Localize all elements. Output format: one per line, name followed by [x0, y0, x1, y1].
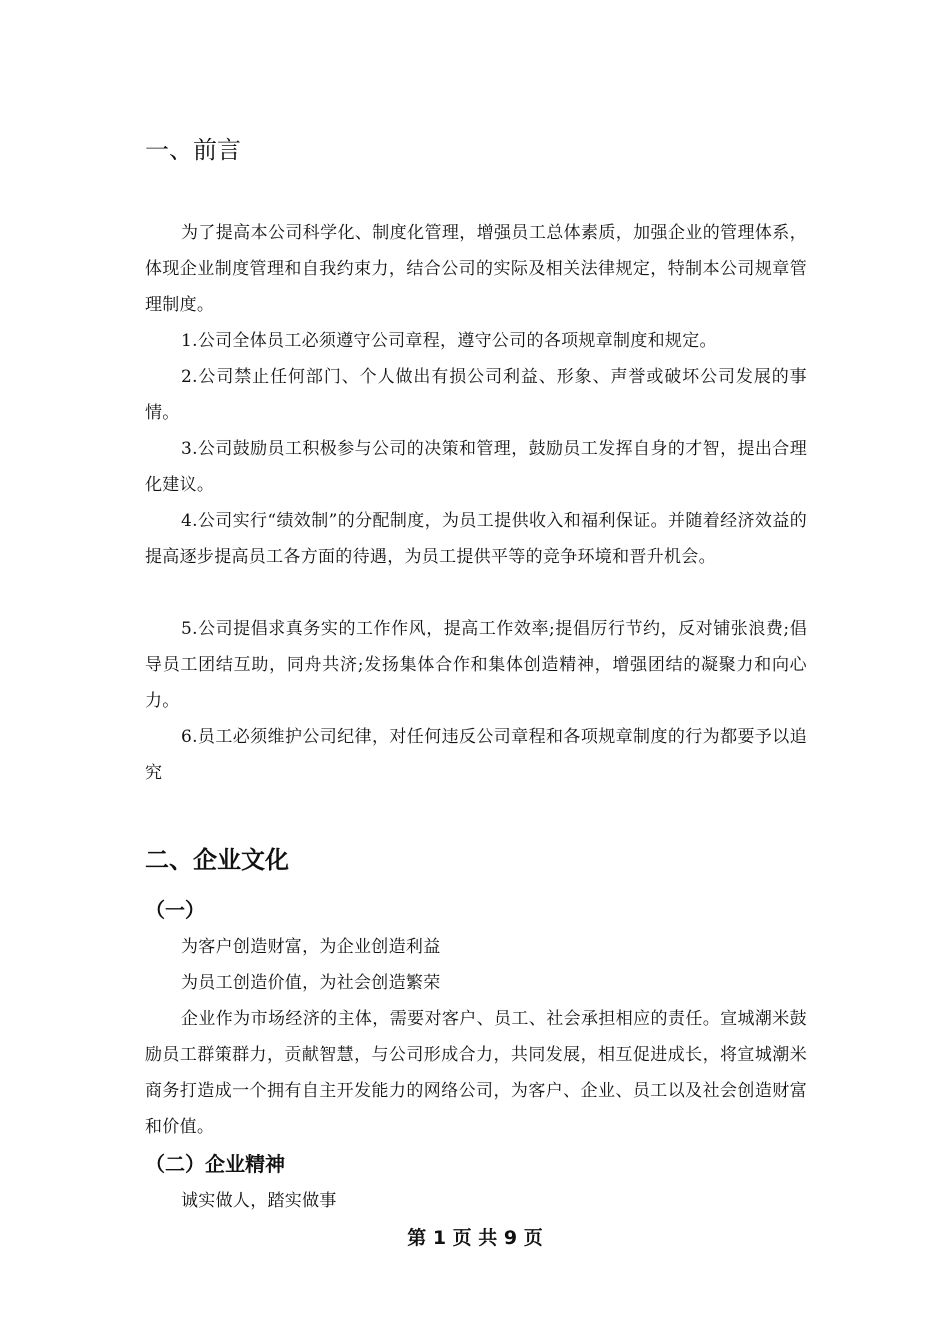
subsection-heading-1: （一）: [145, 898, 205, 922]
culture-slogan-1: 为客户创造财富，为企业创造利益: [181, 937, 441, 957]
preface-item-6: 6.员工必须维护公司纪律，对任何违反公司章程和各项规章制度的行为都要予以追究: [145, 727, 807, 783]
spirit-slogan-1: 诚实做人，踏实做事: [181, 1191, 337, 1211]
preface-item-4: 4.公司实行“绩效制”的分配制度，为员工提供收入和福利保证。并随着经济效益的提高逐步提高员工各方面的待遇，为员工提供平等的竞争环境和晋升机会。: [145, 511, 807, 567]
section-heading-preface: 一、前言: [145, 136, 241, 164]
page-number-footer: 第 1 页 共 9 页: [407, 1227, 543, 1249]
culture-slogan-2: 为员工创造价值，为社会创造繁荣: [181, 973, 441, 993]
preface-item-1: 1.公司全体员工必须遵守公司章程，遵守公司的各项规章制度和规定。: [181, 331, 717, 351]
subsection-heading-spirit: （二）企业精神: [145, 1152, 285, 1176]
preface-item-2: 2.公司禁止任何部门、个人做出有损公司利益、形象、声誉或破坏公司发展的事情。: [145, 367, 807, 423]
preface-item-5: 5.公司提倡求真务实的工作作风，提高工作效率;提倡厉行节约，反对铺张浪费;倡导员工团结互助，同舟共济;发扬集体合作和集体创造精神，增强团结的凝聚力和向心力。: [145, 619, 807, 711]
section-heading-culture: 二、企业文化: [145, 846, 289, 874]
culture-paragraph: 企业作为市场经济的主体，需要对客户、员工、社会承担相应的责任。宣城潮米鼓励员工群策群力，贡献智慧，与公司形成合力，共同发展，相互促进成长，将宣城潮米商务打造成一个拥有自主开发能力的网络公司，为客户、企业、员工以及社会创造财富和价值。: [145, 1009, 807, 1137]
preface-item-3: 3.公司鼓励员工积极参与公司的决策和管理，鼓励员工发挥自身的才智，提出合理化建议。: [145, 439, 807, 495]
preface-intro-paragraph: 为了提高本公司科学化、制度化管理，增强员工总体素质，加强企业的管理体系，体现企业制度管理和自我约束力，结合公司的实际及相关法律规定，特制本公司规章管理制度。: [145, 223, 807, 315]
